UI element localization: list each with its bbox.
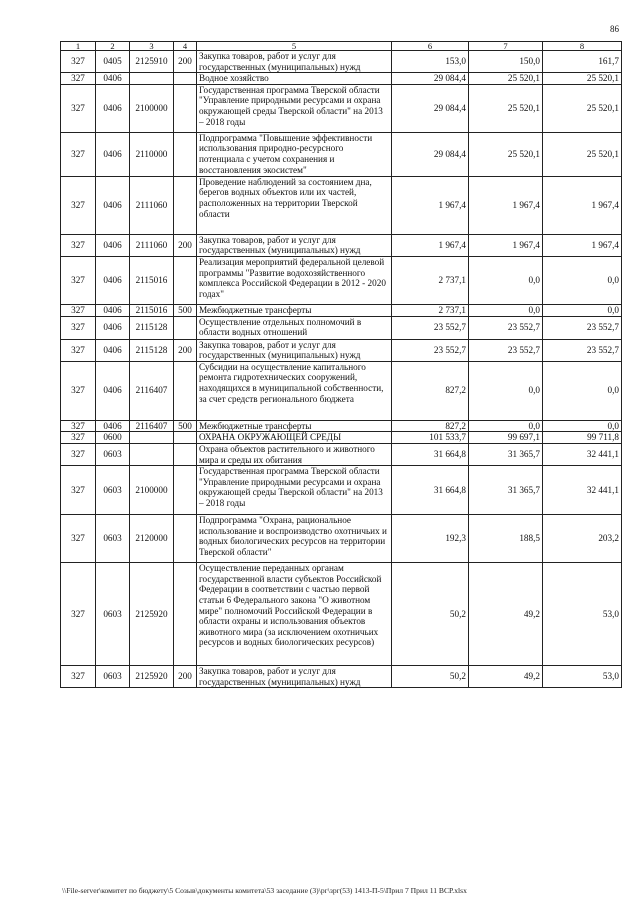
glava-code: 327 — [61, 361, 96, 420]
table-row — [61, 420, 622, 432]
amount-2016-cell: 99 711,8 — [543, 432, 622, 444]
amount-2016-cell: 0,0 — [543, 256, 622, 304]
column-number-row — [61, 42, 622, 51]
section-code: 0603 — [96, 466, 130, 515]
expense-type-code — [174, 176, 197, 234]
expense-type-code — [174, 132, 197, 176]
description-cell: Закупка товаров, работ и услуг для государственных (муниципальных) нужд — [197, 51, 392, 73]
section-code: 0603 — [96, 515, 130, 563]
column-number: 8 — [543, 42, 622, 51]
amount-2014-cell: 1 967,4 — [392, 234, 469, 256]
expense-type-code — [174, 256, 197, 304]
amount-2015-cell: 1 967,4 — [469, 176, 543, 234]
expense-type-code — [174, 432, 197, 444]
description-cell: Подпрограмма "Повышение эффективности использования природно-ресурсного потенциала с учетом сохранения и восстановления экосистем" — [197, 132, 392, 176]
expense-type-code — [174, 361, 197, 420]
glava-code: 327 — [61, 466, 96, 515]
description-cell: Государственная программа Тверской области "Управление природными ресурсами и охрана окружающей среды Тверской области" на 2013 – 2018 годы — [197, 466, 392, 515]
amount-2015-cell: 0,0 — [469, 256, 543, 304]
table-row — [61, 256, 622, 304]
glava-code: 327 — [61, 515, 96, 563]
target-article-code: 2115128 — [130, 339, 174, 361]
amount-2016-cell: 0,0 — [543, 361, 622, 420]
amount-2016-cell: 25 520,1 — [543, 84, 622, 132]
amount-2015-cell: 188,5 — [469, 515, 543, 563]
section-code: 0406 — [96, 234, 130, 256]
expense-type-code — [174, 443, 197, 465]
amount-2014-cell: 31 664,8 — [392, 443, 469, 465]
amount-2016-cell: 23 552,7 — [543, 316, 622, 339]
section-code: 0406 — [96, 316, 130, 339]
glava-code: 327 — [61, 51, 96, 73]
section-code: 0603 — [96, 563, 130, 666]
description-cell: Закупка товаров, работ и услуг для государственных (муниципальных) нужд — [197, 666, 392, 688]
expense-type-code: 200 — [174, 234, 197, 256]
table-row — [61, 234, 622, 256]
table-row — [61, 443, 622, 465]
glava-code: 327 — [61, 256, 96, 304]
budget-table-body — [61, 42, 622, 688]
description-cell: Закупка товаров, работ и услуг для государственных (муниципальных) нужд — [197, 234, 392, 256]
target-article-code: 2125910 — [130, 51, 174, 73]
amount-2015-cell: 31 365,7 — [469, 466, 543, 515]
section-code: 0406 — [96, 84, 130, 132]
section-code: 0406 — [96, 132, 130, 176]
table-row — [61, 361, 622, 420]
amount-2016-cell: 32 441,1 — [543, 466, 622, 515]
amount-2014-cell: 50,2 — [392, 563, 469, 666]
amount-2014-cell: 31 664,8 — [392, 466, 469, 515]
amount-2014-cell: 29 084,4 — [392, 73, 469, 85]
amount-2014-cell: 827,2 — [392, 420, 469, 432]
glava-code: 327 — [61, 420, 96, 432]
amount-2016-cell: 1 967,4 — [543, 234, 622, 256]
expense-type-code — [174, 515, 197, 563]
description-cell: Реализация мероприятий федеральной целевой программы "Развитие водохозяйственного комплекса Российской Федерации в 2012 - 2020 годах" — [197, 256, 392, 304]
table-row — [61, 432, 622, 444]
table-row — [61, 666, 622, 688]
amount-2016-cell: 53,0 — [543, 563, 622, 666]
table-row — [61, 176, 622, 234]
section-code: 0406 — [96, 176, 130, 234]
amount-2014-cell: 827,2 — [392, 361, 469, 420]
expense-type-code: 500 — [174, 304, 197, 316]
amount-2016-cell: 53,0 — [543, 666, 622, 688]
expense-type-code: 200 — [174, 51, 197, 73]
amount-2014-cell: 29 084,4 — [392, 132, 469, 176]
table-row — [61, 73, 622, 85]
amount-2016-cell: 161,7 — [543, 51, 622, 73]
section-code: 0603 — [96, 443, 130, 465]
page-number: 86 — [610, 24, 619, 34]
target-article-code — [130, 73, 174, 85]
amount-2016-cell: 1 967,4 — [543, 176, 622, 234]
table-row — [61, 563, 622, 666]
description-cell: Осуществление отдельных полномочий в области водных отношений — [197, 316, 392, 339]
description-cell: Охрана объектов растительного и животного мира и среды их обитания — [197, 443, 392, 465]
amount-2016-cell: 203,2 — [543, 515, 622, 563]
target-article-code: 2116407 — [130, 420, 174, 432]
column-number: 6 — [392, 42, 469, 51]
glava-code: 327 — [61, 234, 96, 256]
glava-code: 327 — [61, 563, 96, 666]
amount-2014-cell: 29 084,4 — [392, 84, 469, 132]
target-article-code: 2111060 — [130, 176, 174, 234]
expense-type-code — [174, 466, 197, 515]
amount-2015-cell: 25 520,1 — [469, 84, 543, 132]
target-article-code — [130, 443, 174, 465]
target-article-code: 2110000 — [130, 132, 174, 176]
description-cell: Субсидии на осуществление капитального ремонта гидротехнических сооружений, находящихся в муниципальной собственности, за счет средств регионального бюджета — [197, 361, 392, 420]
expense-type-code: 200 — [174, 666, 197, 688]
glava-code: 327 — [61, 316, 96, 339]
footer-file-path: \\File-server\комитет по бюджету\5 Созыв\документы комитета\53 заседание (3)\рг\зрг(53) 1413-П-5\Прил 7 Прил 11 ВСР.xlsx — [62, 886, 467, 895]
amount-2015-cell: 25 520,1 — [469, 132, 543, 176]
amount-2016-cell: 32 441,1 — [543, 443, 622, 465]
section-code: 0406 — [96, 304, 130, 316]
amount-2015-cell: 25 520,1 — [469, 73, 543, 85]
target-article-code: 2125920 — [130, 563, 174, 666]
glava-code: 327 — [61, 339, 96, 361]
expense-type-code — [174, 73, 197, 85]
amount-2015-cell: 1 967,4 — [469, 234, 543, 256]
amount-2015-cell: 150,0 — [469, 51, 543, 73]
column-number: 2 — [96, 42, 130, 51]
section-code: 0406 — [96, 361, 130, 420]
amount-2014-cell: 1 967,4 — [392, 176, 469, 234]
table-row — [61, 304, 622, 316]
target-article-code: 2116407 — [130, 361, 174, 420]
expense-type-code: 200 — [174, 339, 197, 361]
expense-type-code: 500 — [174, 420, 197, 432]
target-article-code: 2111060 — [130, 234, 174, 256]
target-article-code: 2125920 — [130, 666, 174, 688]
glava-code: 327 — [61, 666, 96, 688]
amount-2016-cell: 23 552,7 — [543, 339, 622, 361]
target-article-code: 2115128 — [130, 316, 174, 339]
amount-2016-cell: 0,0 — [543, 304, 622, 316]
glava-code: 327 — [61, 176, 96, 234]
target-article-code: 2115016 — [130, 304, 174, 316]
budget-table — [60, 41, 622, 688]
description-cell: Межбюджетные трансферты — [197, 420, 392, 432]
table-row — [61, 466, 622, 515]
amount-2014-cell: 192,3 — [392, 515, 469, 563]
description-cell: Осуществление переданных органам государственной власти субъектов Российской Федерации в соответствии с частью первой статьи 6 Федерального закона "О животном мире" полномочий Российской Федерации в области охраны и использования объектов животного мира (за исключением охотничьих ресурсов и водных биологических ресурсов) — [197, 563, 392, 666]
description-cell: Водное хозяйство — [197, 73, 392, 85]
target-article-code: 2100000 — [130, 84, 174, 132]
section-code: 0600 — [96, 432, 130, 444]
amount-2015-cell: 99 697,1 — [469, 432, 543, 444]
section-code: 0406 — [96, 339, 130, 361]
amount-2015-cell: 0,0 — [469, 304, 543, 316]
amount-2014-cell: 50,2 — [392, 666, 469, 688]
expense-type-code — [174, 563, 197, 666]
target-article-code — [130, 432, 174, 444]
target-article-code: 2115016 — [130, 256, 174, 304]
description-cell: Подпрограмма "Охрана, рациональное использование и воспроизводство охотничьих и водных биологических ресурсов на территории Тверской области" — [197, 515, 392, 563]
glava-code: 327 — [61, 132, 96, 176]
amount-2015-cell: 23 552,7 — [469, 316, 543, 339]
expense-type-code — [174, 316, 197, 339]
amount-2015-cell: 31 365,7 — [469, 443, 543, 465]
description-cell: Межбюджетные трансферты — [197, 304, 392, 316]
expense-type-code — [174, 84, 197, 132]
table-row — [61, 339, 622, 361]
amount-2016-cell: 0,0 — [543, 420, 622, 432]
glava-code: 327 — [61, 304, 96, 316]
glava-code: 327 — [61, 443, 96, 465]
section-code: 0406 — [96, 420, 130, 432]
section-code: 0405 — [96, 51, 130, 73]
table-row — [61, 316, 622, 339]
amount-2014-cell: 101 533,7 — [392, 432, 469, 444]
table-row — [61, 84, 622, 132]
description-cell: Закупка товаров, работ и услуг для государственных (муниципальных) нужд — [197, 339, 392, 361]
glava-code: 327 — [61, 84, 96, 132]
description-cell: Проведение наблюдений за состоянием дна, берегов водных объектов или их частей, расположенных на территории Тверской области — [197, 176, 392, 234]
section-code: 0406 — [96, 73, 130, 85]
glava-code: 327 — [61, 432, 96, 444]
amount-2014-cell: 2 737,1 — [392, 256, 469, 304]
table-row — [61, 515, 622, 563]
glava-code: 327 — [61, 73, 96, 85]
amount-2014-cell: 23 552,7 — [392, 339, 469, 361]
section-code: 0603 — [96, 666, 130, 688]
amount-2014-cell: 2 737,1 — [392, 304, 469, 316]
amount-2016-cell: 25 520,1 — [543, 132, 622, 176]
description-cell: Государственная программа Тверской области "Управление природными ресурсами и охрана окружающей среды Тверской области" на 2013 – 2018 годы — [197, 84, 392, 132]
amount-2016-cell: 25 520,1 — [543, 73, 622, 85]
amount-2014-cell: 23 552,7 — [392, 316, 469, 339]
target-article-code: 2120000 — [130, 515, 174, 563]
column-number: 5 — [197, 42, 392, 51]
amount-2015-cell: 49,2 — [469, 563, 543, 666]
column-number: 7 — [469, 42, 543, 51]
amount-2015-cell: 0,0 — [469, 361, 543, 420]
column-number: 1 — [61, 42, 96, 51]
column-number: 4 — [174, 42, 197, 51]
table-row — [61, 51, 622, 73]
amount-2015-cell: 0,0 — [469, 420, 543, 432]
amount-2015-cell: 23 552,7 — [469, 339, 543, 361]
target-article-code: 2100000 — [130, 466, 174, 515]
description-cell: ОХРАНА ОКРУЖАЮЩЕЙ СРЕДЫ — [197, 432, 392, 444]
column-number: 3 — [130, 42, 174, 51]
amount-2015-cell: 49,2 — [469, 666, 543, 688]
section-code: 0406 — [96, 256, 130, 304]
amount-2014-cell: 153,0 — [392, 51, 469, 73]
table-row — [61, 132, 622, 176]
